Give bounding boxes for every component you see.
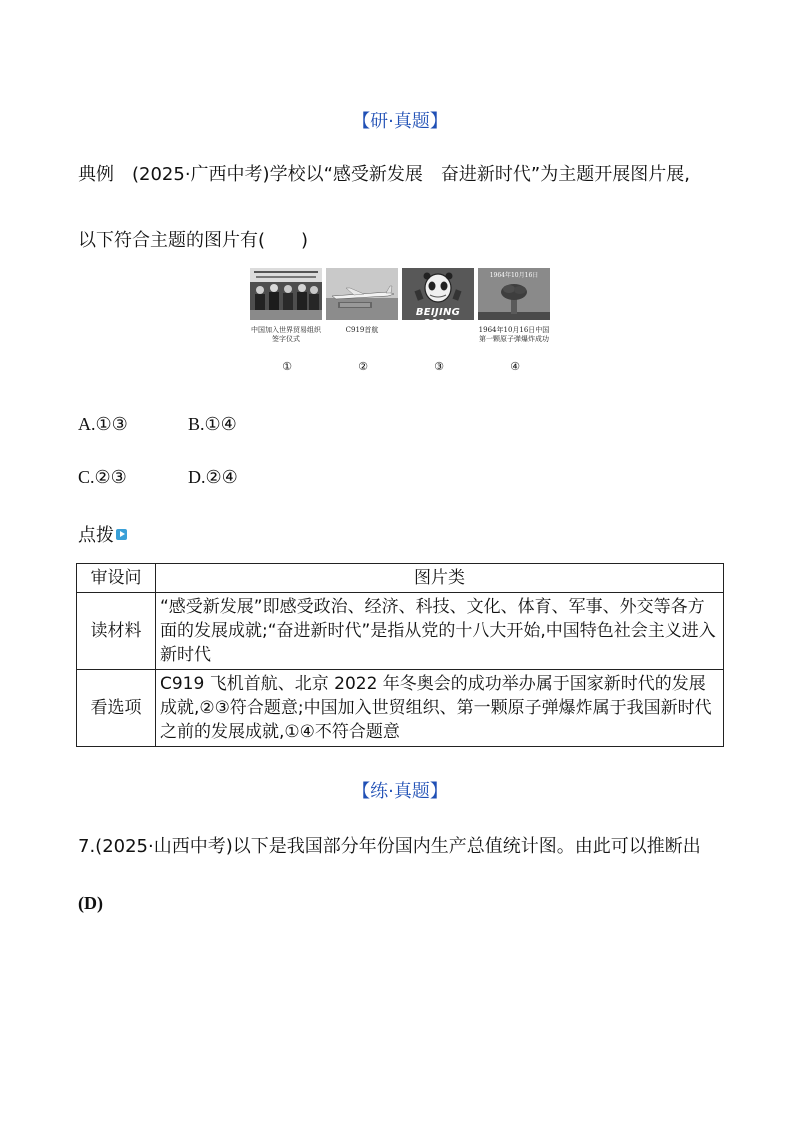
option-a: A.①③ <box>78 414 128 434</box>
option-d: D.②④ <box>188 467 238 487</box>
option-c: C.②③ <box>78 467 127 487</box>
analysis-table <box>76 563 724 747</box>
study-section-heading: 【研·真题】 <box>352 111 448 132</box>
question-7-answer: (D) <box>78 893 103 913</box>
play-icon <box>116 529 127 540</box>
c919-photo <box>326 268 398 320</box>
practice-section-heading: 【练·真题】 <box>352 781 448 802</box>
table-row <box>77 593 724 670</box>
table-row <box>77 670 724 747</box>
example-photo-strip <box>250 268 560 378</box>
row-key: 读材料 <box>77 593 156 670</box>
photo-1-caption: 中国加入世界贸易组织签字仪式 <box>251 326 321 343</box>
photo-2-number: ② <box>358 360 368 373</box>
row-value: “感受新发展”即感受政治、经济、科技、文化、体育、军事、外交等各方面的发展成就;“奋进新时代”是指从党的十八大开始,中国特色社会主义进入新时代 <box>156 593 724 670</box>
hint-label-text: 点拨 <box>78 525 114 546</box>
example-question-line-1: 典例 (2025·广西中考)学校以“感受新发展 奋进新时代”为主题开展图片展, <box>78 164 690 185</box>
photo-4-caption: 1964年10月16日中国第一颗原子弹爆炸成功 <box>478 326 550 343</box>
table-header-cell: 审设问 <box>77 564 156 593</box>
example-question-line-2: 以下符合主题的图片有( ) <box>78 230 309 251</box>
question-7-text: 7.(2025·山西中考)以下是我国部分年份国内生产总值统计图。由此可以推断出 <box>78 836 701 857</box>
photo-1-number: ① <box>282 360 292 373</box>
hint-label <box>78 521 127 547</box>
photo-3-number: ③ <box>434 360 444 373</box>
option-b: B.①④ <box>188 414 237 434</box>
row-key: 看选项 <box>77 670 156 747</box>
beijing-2022-overlay: BEIJING 2022 <box>415 307 461 329</box>
table-header-row <box>77 564 724 593</box>
atomic-bomb-overlay: 1964年10月16日 <box>489 272 539 279</box>
photo-2-caption: C919首航 <box>345 326 379 334</box>
table-header-cell: 图片类 <box>156 564 724 593</box>
photo-4-number: ④ <box>510 360 520 373</box>
row-value: C919 飞机首航、北京 2022 年冬奥会的成功举办属于国家新时代的发展成就,②③符合题意;中国加入世贸组织、第一颗原子弹爆炸属于我国新时代之前的发展成就,①④不符合题意 <box>156 670 724 747</box>
wto-signing-photo <box>250 268 322 320</box>
